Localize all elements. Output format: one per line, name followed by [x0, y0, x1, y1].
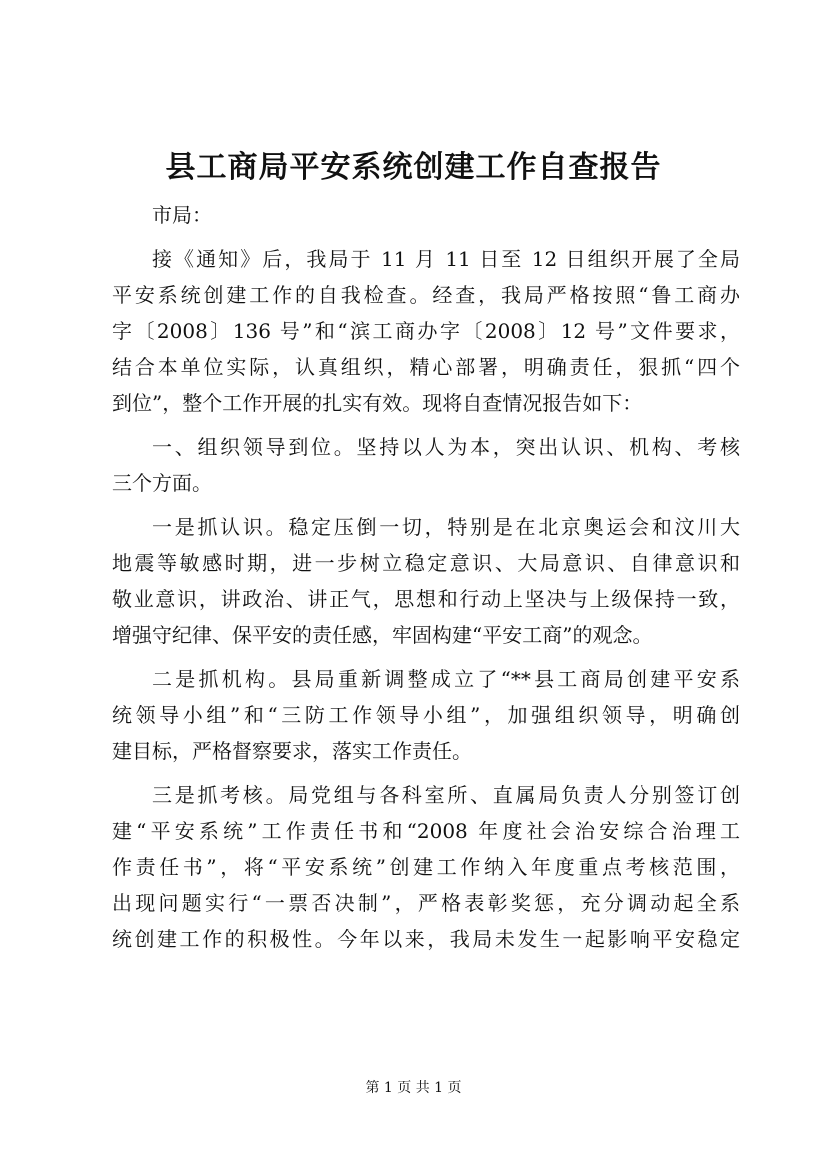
- text-line: 地震等敏感时期，进一步树立稳定意识、大局意识、自律意识和: [112, 551, 740, 575]
- paragraph-gap: [112, 653, 740, 661]
- page-footer: 第 1 页 共 1 页: [365, 1080, 462, 1096]
- text-line: 结合本单位实际，认真组织，精心部署，明确责任，狠抓“四个: [112, 355, 740, 379]
- text-line: 统领导小组”和“三防工作领导小组”，加强组织领导，明确创: [112, 703, 740, 727]
- text-line: 三个方面。: [112, 471, 212, 495]
- text-line: 平安系统创建工作的自我检查。经查，我局严格按照“鲁工商办: [112, 283, 740, 307]
- text-line: 一、组织领导到位。坚持以人为本，突出认识、机构、考核: [152, 435, 740, 459]
- text-line: 接《通知》后，我局于 11 月 11 日至 12 日组织开展了全局: [152, 247, 740, 271]
- text-line: 到位”，整个工作开展的扎实有效。现将自查情况报告如下：: [112, 391, 643, 415]
- document-title: 县工商局平安系统创建工作自查报告: [165, 150, 662, 185]
- text-line: 敬业意识，讲政治、讲正气，思想和行动上坚决与上级保持一致，: [112, 587, 740, 611]
- paragraph-gap: [112, 769, 740, 777]
- paragraph-gap: [112, 501, 740, 509]
- text-line: 增强守纪律、保平安的责任感，牢固构建“平安工商”的观念。: [112, 623, 653, 647]
- document-body: [112, 197, 740, 957]
- text-line: 出现问题实行“一票否决制”，严格表彰奖惩，充分调动起全系: [112, 891, 740, 915]
- paragraph-gap: [112, 421, 740, 429]
- paragraph-gap: [112, 233, 740, 241]
- text-line: 三是抓考核。局党组与各科室所、直属局负责人分别签订创: [152, 783, 740, 807]
- text-line: 一是抓认识。稳定压倒一切，特别是在北京奥运会和汶川大: [152, 515, 740, 539]
- text-line: 市局：: [152, 203, 212, 227]
- text-line: 二是抓机构。县局重新调整成立了“**县工商局创建平安系: [152, 667, 740, 691]
- text-line: 建“平安系统”工作责任书和“2008 年度社会治安综合治理工: [112, 819, 740, 843]
- text-line: 作责任书”，将“平安系统”创建工作纳入年度重点考核范围，: [112, 855, 740, 879]
- text-line: 统创建工作的积极性。今年以来，我局未发生一起影响平安稳定: [112, 927, 740, 951]
- text-line: 字〔2008〕136 号”和“滨工商办字〔2008〕12 号”文件要求，: [112, 319, 740, 343]
- text-line: 建目标，严格督察要求，落实工作责任。: [112, 739, 472, 763]
